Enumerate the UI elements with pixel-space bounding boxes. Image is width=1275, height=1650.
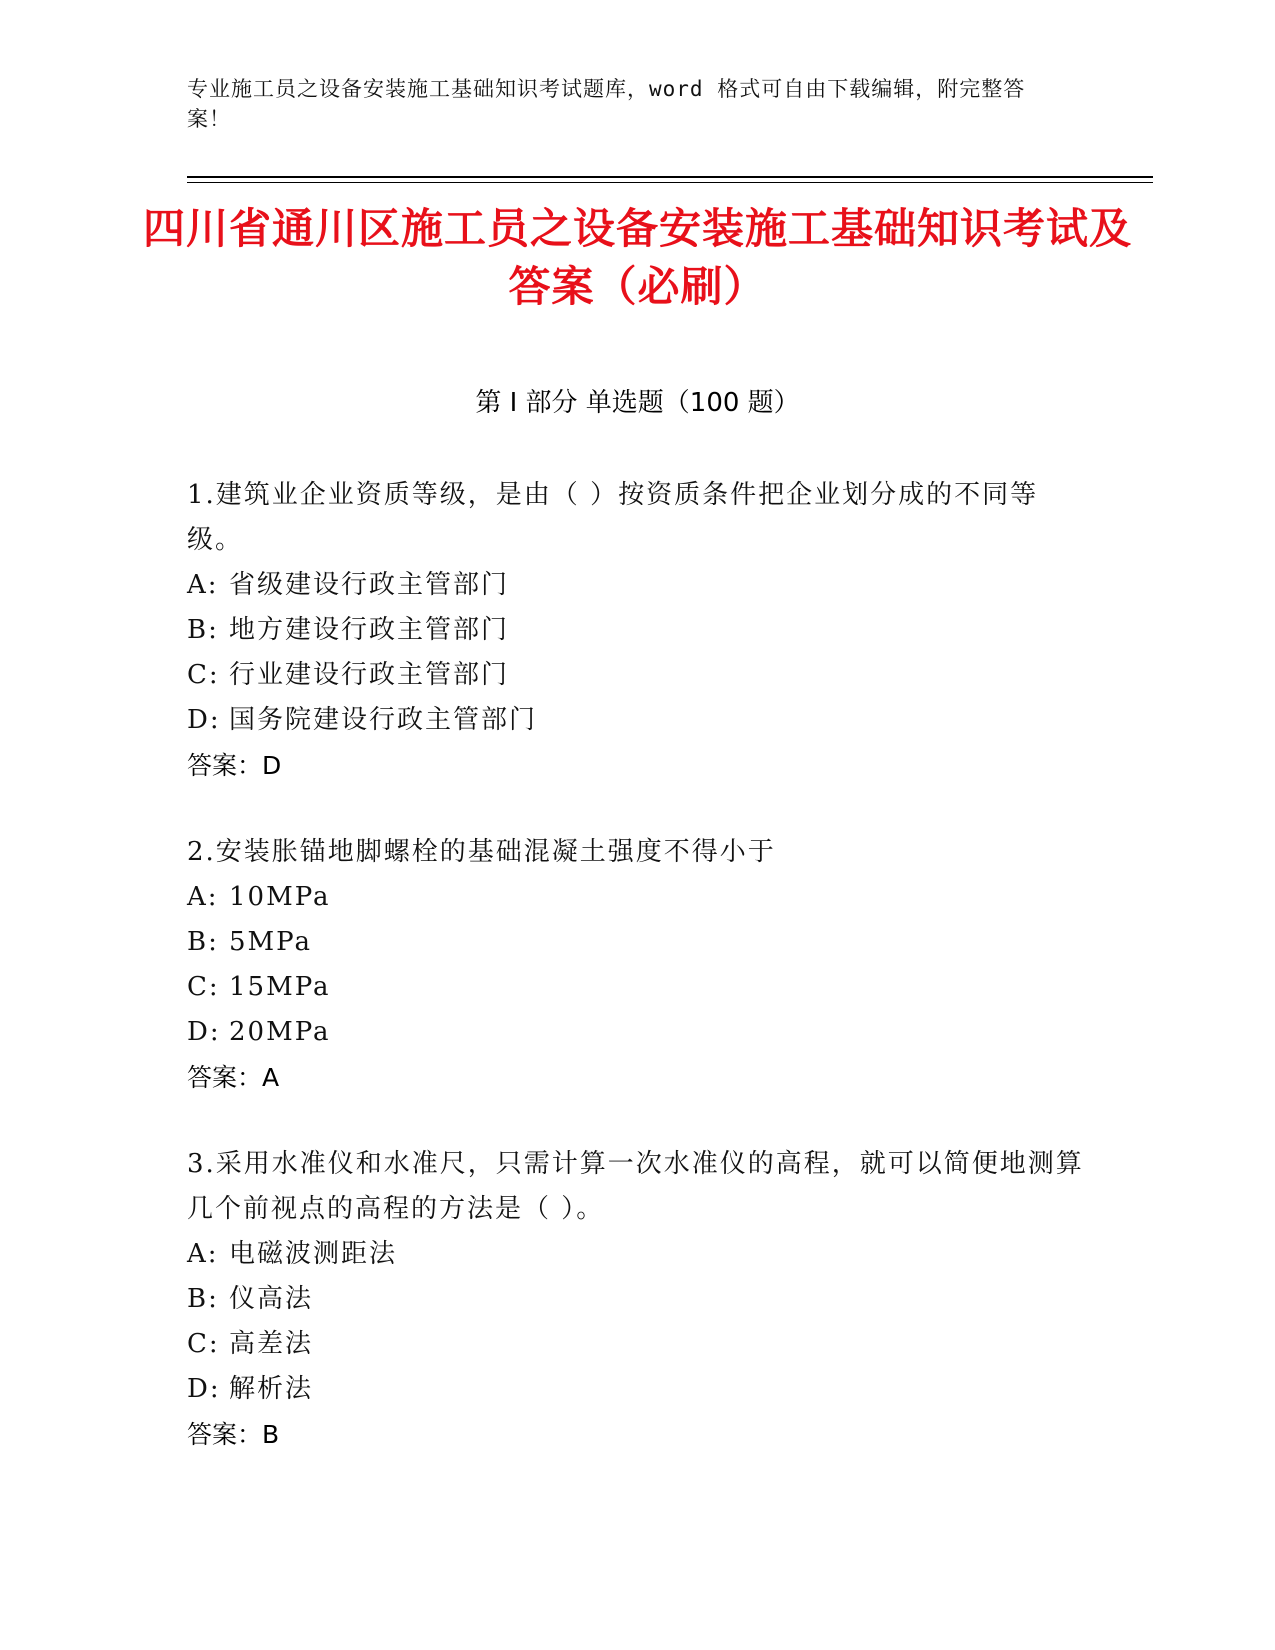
option-a	[187, 1232, 1087, 1277]
option-key: B:	[187, 1284, 219, 1314]
option-key: B:	[187, 927, 219, 957]
option-key: D:	[187, 1017, 221, 1047]
option-text: 电磁波测距法	[229, 1239, 398, 1269]
option-text: 10MPa	[229, 882, 331, 912]
option-key: B:	[187, 615, 219, 645]
question-stem: 1.建筑业企业资质等级，是由（ ）按资质条件把企业划分成的不同等级。	[187, 480, 1039, 555]
answer-line: 答案：B	[187, 1420, 280, 1449]
option-key: C:	[187, 972, 220, 1002]
answer-line: 答案：A	[187, 1063, 280, 1092]
option-text: 15MPa	[229, 972, 331, 1002]
option-c	[187, 965, 1087, 1010]
header-note: 专业施工员之设备安装施工基础知识考试题库，word 格式可自由下载编辑，附完整答案！	[187, 77, 1026, 131]
option-text: 解析法	[229, 1374, 314, 1404]
option-text: 5MPa	[229, 927, 312, 957]
option-key: A:	[187, 882, 219, 912]
option-key: D:	[187, 1374, 221, 1404]
option-d	[187, 1367, 1087, 1412]
option-b	[187, 608, 1087, 653]
question-2	[187, 830, 1087, 1100]
option-c	[187, 1322, 1087, 1367]
option-d	[187, 698, 1087, 743]
option-d	[187, 1010, 1087, 1055]
question-3	[187, 1142, 1087, 1457]
option-text: 国务院建设行政主管部门	[229, 705, 538, 735]
option-key: D:	[187, 705, 221, 735]
option-a	[187, 563, 1087, 608]
question-stem: 3.采用水准仪和水准尺，只需计算一次水准仪的高程，就可以简便地测算几个前视点的高程的方法是（ ）。	[187, 1149, 1084, 1224]
option-text: 省级建设行政主管部门	[229, 570, 510, 600]
option-text: 20MPa	[229, 1017, 331, 1047]
header-rule-thick	[187, 176, 1153, 178]
question-stem: 2.安装胀锚地脚螺栓的基础混凝土强度不得小于	[187, 837, 776, 867]
section-title: 第 I 部分 单选题（100 题）	[475, 388, 800, 418]
option-b	[187, 920, 1087, 965]
header-rule-thin	[187, 182, 1153, 183]
option-text: 仪高法	[229, 1284, 314, 1314]
option-text: 行业建设行政主管部门	[229, 660, 510, 690]
option-a	[187, 875, 1087, 920]
option-text: 高差法	[229, 1329, 314, 1359]
question-1	[187, 473, 1087, 788]
option-b	[187, 1277, 1087, 1322]
option-c	[187, 653, 1087, 698]
option-text: 地方建设行政主管部门	[229, 615, 510, 645]
option-key: A:	[187, 1239, 219, 1269]
document-title: 四川省通川区施工员之设备安装施工基础知识考试及答案（必刷）	[142, 204, 1132, 311]
option-key: A:	[187, 570, 219, 600]
option-key: C:	[187, 660, 220, 690]
question-list	[187, 473, 1087, 1499]
option-key: C:	[187, 1329, 220, 1359]
answer-line: 答案：D	[187, 751, 282, 780]
